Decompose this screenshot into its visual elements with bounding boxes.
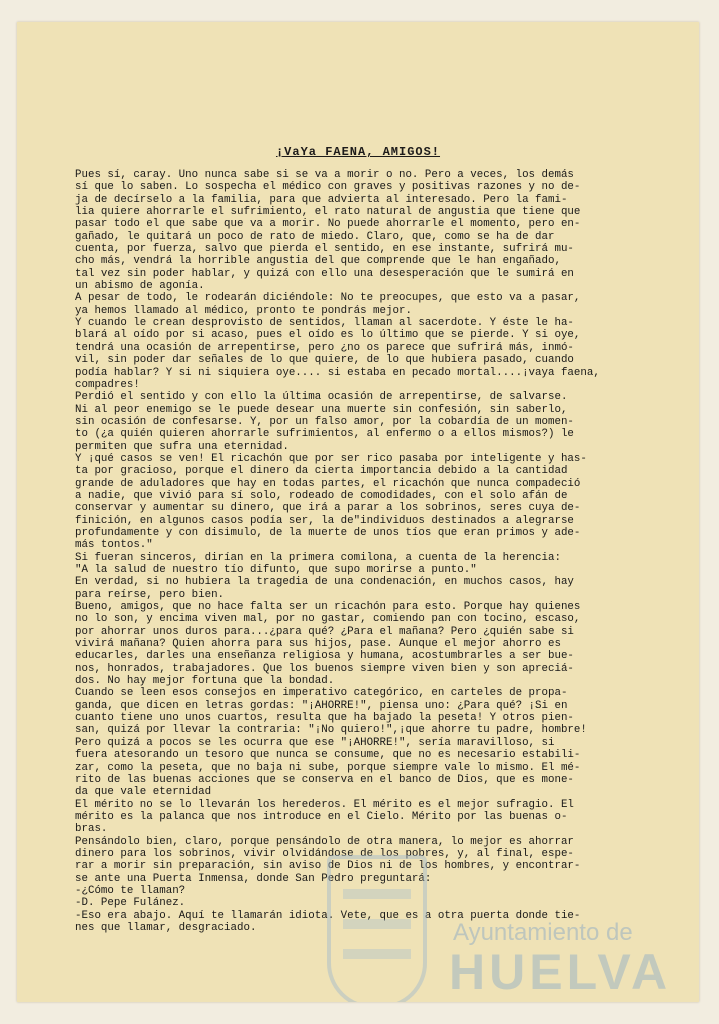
document-line: fuera atesorando un tesoro que nunca se consume, que no es necesario estabili- [75, 749, 581, 762]
document-line: para reírse, pero bien. [75, 588, 225, 601]
document-line: grande de aduladores que hay en todas partes, el ricachón que nunca compadeció [75, 477, 581, 490]
document-line: gañado, le quitará un poco de rato de miedo. Claro, que, como se ha de dar [75, 230, 555, 243]
document-line: rar a morir sin preparación, sin aviso de Dios ni de los hombres, y encontrar- [75, 860, 581, 873]
watermark-line-2: HUELVA [449, 944, 672, 1000]
document-line: zar, como la peseta, que no baja ni sube, porque siempre vale lo mismo. El mé- [75, 761, 581, 774]
document-line: se ante una Puerta Inmensa, donde San Pedro preguntará: [75, 872, 432, 885]
document-line: pasar todo el que sabe que va a morir. No puede ahorrarle el momento, pero en- [75, 218, 581, 231]
document-line: ja de decírselo a la familia, para que advierta al interesado. Pero la fami- [75, 193, 568, 206]
document-line: cuanto tiene uno unos cuartos, resulta que ha bajado la peseta! Y otros pien- [75, 712, 574, 725]
document-line: Pero quizá a pocos se les ocurra que ese "¡AHORRE!", sería maravilloso, si [75, 736, 555, 749]
document-line: ganda, que dicen en letras gordas: "¡AHORRE!", piensa uno: ¿Para qué? ¡Si en [75, 699, 568, 712]
document-line: conservar y aumentar su dinero, que irá a parar a los sobrinos, seres cuya de- [75, 502, 581, 515]
document-line: En verdad, si no hubiera la tragedia de una condenación, en muchos casos, hay [75, 576, 574, 589]
document-line: sin ocasión de confesarse. Y, por un falso amor, por la cobardía de un momen- [75, 415, 574, 428]
document-line: compadres! [75, 378, 140, 391]
document-line: vil, sin poder dar señales de lo que quiere, de lo que hubiera pasado, cuando [75, 354, 574, 367]
document-line: blará al oído por si acaso, pues el oído es lo último que se pierde. Y si oye, [75, 329, 581, 342]
document-line: un abismo de agonía. [75, 280, 205, 293]
document-line: El mérito no se lo llevarán los herederos. El mérito es el mejor sufragio. El [75, 798, 574, 811]
document-line: Cuando se leen esos consejos en imperativo categórico, en carteles de propa- [75, 687, 568, 700]
document-line: a nadie, que vivió para sí solo, rodeado de comodidades, con el solo afán de [75, 489, 568, 502]
document-line: nes que llamar, desgraciado. [75, 921, 257, 934]
document-line: mérito es la palanca que nos introduce en el Cielo. Mérito por las buenas o- [75, 810, 568, 823]
document-line: más tontos." [75, 539, 153, 552]
document-line: no lo son, y encima viven mal, por no gastar, comiendo pan con tocino, escaso, [75, 613, 581, 626]
document-line: -D. Pepe Fulánez. [75, 897, 186, 910]
document-line: Pensándolo bien, claro, porque pensándolo de otra manera, lo mejor es ahorrar [75, 835, 574, 848]
document-line: finición, en algunos casos podía ser, la de"individuos destinados a alegrarse [75, 514, 574, 527]
document-line: Bueno, amigos, que no hace falta ser un ricachón para esto. Porque hay quienes [75, 601, 581, 614]
document-line: "A la salud de nuestro tío difunto, que supo morirse a punto." [75, 564, 477, 576]
document-page [17, 22, 699, 1002]
document-line: A pesar de todo, le rodearán diciéndole: No te preocupes, que esto va a pasar, [75, 292, 581, 305]
document-line: rito de las buenas acciones que se conserva en el banco de Dios, que es mone- [75, 773, 574, 786]
watermark-line-1: Ayuntamiento de [453, 919, 633, 946]
document-line: Y ¡qué casos se ven! El ricachón que por ser rico pasaba por inteligente y has- [75, 452, 587, 465]
document-line: por ahorrar unos duros para...¿para qué? ¿Para el mañana? Pero ¿quién sabe si [75, 625, 574, 638]
document-line: sí que lo saben. Lo sospecha el médico con graves y positivas razones y no de- [75, 181, 581, 194]
document-body [75, 169, 685, 934]
document-line: -Eso era abajo. Aquí te llamarán idiota. Vete, que es a otra puerta donde tie- [75, 909, 581, 922]
document-line: vivirá mañana? Quien ahorra para sus hijos, pase. Aunque el mejor ahorro es [75, 638, 561, 651]
document-line: tal vez sin poder hablar, y quizá con ello una desesperación que le sumirá en [75, 267, 574, 280]
document-line: tendrá una ocasión de arrepentirse, pero ¿no os parece que sufrirá más, inmó- [75, 341, 574, 354]
document-line: cuenta, por fuerza, salvo que pierda el sentido, en ese instante, sufrirá mu- [75, 243, 574, 256]
document-line: ta por gracioso, porque el dinero da cierta importancia debido a la cantidad [75, 465, 568, 478]
document-line: san, quizá por llevar la contraria: "¡No quiero!",¡que ahorre tu padre, hombre! [75, 724, 587, 737]
document-line: bras. [75, 823, 108, 836]
document-line: ya hemos llamado al médico, pronto te pondrás mejor. [75, 304, 412, 317]
document-line: cho más, vendrá la horrible angustia del que comprende que le han engañado, [75, 255, 561, 268]
document-line: -¿Cómo te llaman? [75, 884, 186, 897]
document-line: lia quiere ahorrarle el sufrimiento, el rato natural de angustia que tiene que [75, 206, 581, 219]
document-line: educarles, darles una enseñanza religiosa y humana, acostumbrarles a ser bue- [75, 650, 574, 663]
document-title: ¡VaYa FAENA, AMIGOS! [275, 145, 441, 159]
document-line: dinero para los sobrinos, vivir olvidándose de los pobres, y, al final, espe- [75, 847, 574, 860]
document-line: Ni al peor enemigo se le puede desear una muerte sin confesión, sin saberlo, [75, 403, 568, 416]
document-line: Pues sí, caray. Uno nunca sabe si se va a morir o no. Pero a veces, los demás [75, 169, 574, 181]
document-line: Perdió el sentido y con ello la última ocasión de arrepentirse, de salvarse. [75, 391, 568, 404]
document-line: to (¿a quién quieren ahorrarle sufrimientos, al enfermo o a ellos mismos?) le [75, 428, 574, 441]
document-line: profundamente y con disimulo, de la muerte de unos tíos que eran primos y ade- [75, 526, 581, 539]
document-line: permiten que sufra una eternidad. [75, 440, 289, 453]
document-line: da que vale eternidad [75, 786, 212, 799]
document-line: Y cuando le crean desprovisto de sentidos, llaman al sacerdote. Y éste le ha- [75, 317, 574, 330]
document-line: podía hablar? Y si ni siquiera oye.... si estaba en pecado mortal....¡vaya faena, [75, 366, 600, 379]
document-line: Si fueran sinceros, dirían en la primera comilona, a cuenta de la herencia: [75, 551, 561, 564]
document-line: dos. No hay mejor fortuna que la bondad. [75, 675, 335, 688]
document-line: nos, honrados, trabajadores. Que los buenos siempre viven bien y son apreciá- [75, 662, 574, 675]
